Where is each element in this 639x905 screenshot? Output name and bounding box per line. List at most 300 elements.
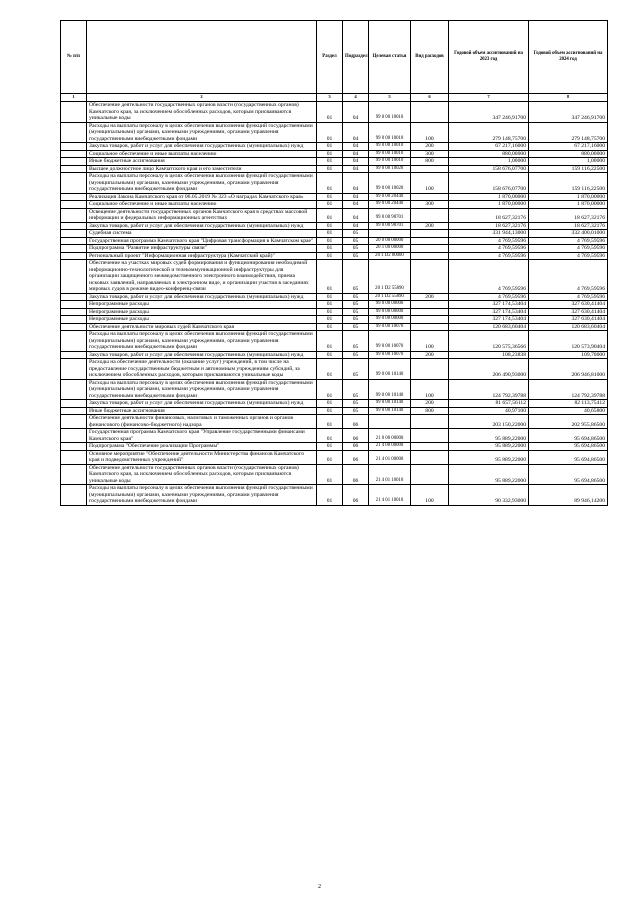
row-article-cell xyxy=(369,415,411,429)
table-row xyxy=(61,351,608,359)
header-article: Целевая статья xyxy=(369,21,411,94)
row-podrazdel-cell: 05 xyxy=(343,245,369,253)
row-2024-cell: 327 630,41404 xyxy=(529,301,608,309)
row-vid-cell xyxy=(411,450,449,464)
row-vid-cell: 200 xyxy=(411,400,449,408)
row-2023-cell: 18 627,32176 xyxy=(449,208,529,222)
row-name-cell: Судебная система xyxy=(87,230,317,238)
row-article-cell: 20 1 D2 55890 xyxy=(369,293,411,301)
row-article-cell: 99 0 00 10070 xyxy=(369,351,411,359)
row-num-cell xyxy=(61,407,87,415)
row-razdel-cell: 01 xyxy=(317,252,343,260)
table-row xyxy=(61,143,608,151)
row-razdel-cell: 01 xyxy=(317,230,343,238)
row-num-cell xyxy=(61,201,87,209)
row-razdel-cell: 01 xyxy=(317,400,343,408)
row-vid-cell: 800 xyxy=(411,158,449,166)
row-2024-cell: 120 683,60404 xyxy=(529,323,608,331)
row-razdel-cell: 01 xyxy=(317,316,343,324)
row-vid-cell xyxy=(411,308,449,316)
row-2023-cell: 81 657,56112 xyxy=(449,400,529,408)
row-2024-cell: 1 870,00000 xyxy=(529,201,608,209)
row-num-cell xyxy=(61,293,87,301)
row-name-cell: Непрограммные расходы xyxy=(87,301,317,309)
row-razdel-cell: 01 xyxy=(317,237,343,245)
row-2024-cell: 159 116,22500 xyxy=(529,165,608,173)
row-2024-cell: 18 627,32176 xyxy=(529,208,608,222)
table-row xyxy=(61,359,608,380)
row-article-cell: 99 0 00 10010 xyxy=(369,143,411,151)
row-podrazdel-cell: 05 xyxy=(343,351,369,359)
row-article-cell: 21 0 00 00000 xyxy=(369,429,411,443)
row-vid-cell: 200 xyxy=(411,222,449,230)
column-number: 5 xyxy=(369,94,411,102)
header-razdel: Раздел xyxy=(317,21,343,94)
row-2023-cell: 206 490,93000 xyxy=(449,359,529,380)
row-podrazdel-cell: 04 xyxy=(343,173,369,194)
row-article-cell: 99 0 00 10010 xyxy=(369,158,411,166)
row-podrazdel-cell: 05 xyxy=(343,407,369,415)
table-row xyxy=(61,122,608,143)
row-name-cell: Закупка товаров, работ и услуг для обеспечения государственных (муниципальных) нужд xyxy=(87,400,317,408)
row-razdel-cell: 01 xyxy=(317,293,343,301)
row-2024-cell: 95 694,86500 xyxy=(529,450,608,464)
table-row xyxy=(61,407,608,415)
row-num-cell xyxy=(61,379,87,400)
row-2024-cell: 109,70000 xyxy=(529,351,608,359)
row-2023-cell: 95 889,22000 xyxy=(449,450,529,464)
row-2023-cell: 124 792,39788 xyxy=(449,379,529,400)
row-num-cell xyxy=(61,150,87,158)
row-2023-cell: 158 676,07700 xyxy=(449,165,529,173)
row-article-cell: 99 0 00 10070 xyxy=(369,323,411,331)
column-number: 1 xyxy=(61,94,87,102)
row-podrazdel-cell: 04 xyxy=(343,222,369,230)
row-num-cell xyxy=(61,308,87,316)
row-podrazdel-cell: 04 xyxy=(343,102,369,123)
row-vid-cell xyxy=(411,165,449,173)
row-num-cell xyxy=(61,158,87,166)
row-2023-cell: 95 889,22000 xyxy=(449,464,529,485)
table-row xyxy=(61,308,608,316)
row-num-cell xyxy=(61,165,87,173)
row-name-cell: Непрограммные расходы xyxy=(87,316,317,324)
row-vid-cell: 100 xyxy=(411,379,449,400)
row-2023-cell: 203 150,22000 xyxy=(449,415,529,429)
row-name-cell: Расходы на выплаты персоналу в целях обеспечения выполнения функций государственными (муниципальными) органами, казенными учреждениями, органами управления государственными внебюджетными фондами xyxy=(87,485,317,506)
row-podrazdel-cell: 05 xyxy=(343,400,369,408)
row-article-cell: 21 4 00 00000 xyxy=(369,443,411,451)
row-vid-cell xyxy=(411,252,449,260)
header-name xyxy=(87,21,317,94)
row-num-cell xyxy=(61,260,87,294)
row-vid-cell: 100 xyxy=(411,173,449,194)
row-2024-cell: 124 792,39788 xyxy=(529,379,608,400)
row-2024-cell: 89 946,14200 xyxy=(529,485,608,506)
row-name-cell: Обеспечение на участках мировых судей формирования и функционирования необходимой информационно-технологической и телекоммуникационной инфраструктуры для организации защищенного межведомственного электронного взаимодействия, приема исковых заявлений, направляемых в электронном виде, и организации участия в заседаниях мировых судов в режиме видео-конференц-связи xyxy=(87,260,317,294)
row-razdel-cell: 01 xyxy=(317,415,343,429)
row-name-cell: Обеспечение деятельности мировых судей Камчатского края xyxy=(87,323,317,331)
row-2024-cell: 159 116,22500 xyxy=(529,173,608,194)
header-2024: Годовой объем ассигнований на 2024 год xyxy=(529,21,608,94)
row-2023-cell: 1,00000 xyxy=(449,158,529,166)
row-2023-cell: 4 769,59596 xyxy=(449,260,529,294)
row-razdel-cell: 01 xyxy=(317,158,343,166)
table-row xyxy=(61,415,608,429)
row-2023-cell: 108,23838 xyxy=(449,351,529,359)
row-name-cell: Социальное обеспечение и иные выплаты населению xyxy=(87,150,317,158)
row-podrazdel-cell: 05 xyxy=(343,316,369,324)
row-2023-cell: 120 575,36566 xyxy=(449,331,529,352)
row-razdel-cell: 01 xyxy=(317,102,343,123)
row-name-cell: Государственная программа Камчатского края "Управление государственными финансами Камчатского края" xyxy=(87,429,317,443)
row-article-cell: 99 0 00 10140 xyxy=(369,400,411,408)
row-article-cell: 99 0 00 10020 xyxy=(369,173,411,194)
table-row xyxy=(61,260,608,294)
header-2023: Годовой объем ассигнований на 2023 год xyxy=(449,21,529,94)
row-razdel-cell: 01 xyxy=(317,122,343,143)
row-name-cell: Подпрограмма "Развитие инфраструктуры связи" xyxy=(87,245,317,253)
row-vid-cell xyxy=(411,359,449,380)
header-vid: Вид расходов xyxy=(411,21,449,94)
row-razdel-cell: 01 xyxy=(317,222,343,230)
row-podrazdel-cell: 05 xyxy=(343,260,369,294)
row-2024-cell: 327 630,41404 xyxy=(529,308,608,316)
row-2023-cell: 4 769,59596 xyxy=(449,237,529,245)
row-vid-cell xyxy=(411,237,449,245)
row-article-cell: 99 0 00 10010 xyxy=(369,150,411,158)
row-2024-cell: 18 627,32176 xyxy=(529,222,608,230)
row-article-cell: 99 0 00 98701 xyxy=(369,222,411,230)
table-row xyxy=(61,293,608,301)
table-row xyxy=(61,301,608,309)
row-vid-cell xyxy=(411,260,449,294)
row-podrazdel-cell: 05 xyxy=(343,331,369,352)
row-podrazdel-cell: 04 xyxy=(343,158,369,166)
row-vid-cell xyxy=(411,208,449,222)
row-2023-cell: 67 217,16000 xyxy=(449,143,529,151)
row-num-cell xyxy=(61,193,87,201)
row-2024-cell: 202 955,86500 xyxy=(529,415,608,429)
column-number: 6 xyxy=(411,94,449,102)
row-2023-cell: 4 769,59596 xyxy=(449,293,529,301)
row-2023-cell: 158 676,07700 xyxy=(449,173,529,194)
row-2024-cell: 4 769,59596 xyxy=(529,260,608,294)
row-vid-cell xyxy=(411,301,449,309)
row-razdel-cell: 01 xyxy=(317,150,343,158)
row-vid-cell: 300 xyxy=(411,201,449,209)
row-vid-cell xyxy=(411,323,449,331)
header-num: № п/п xyxy=(61,21,87,94)
row-2024-cell: 1 870,00000 xyxy=(529,193,608,201)
row-num-cell xyxy=(61,230,87,238)
table-row xyxy=(61,237,608,245)
row-num-cell xyxy=(61,359,87,380)
row-podrazdel-cell: 05 xyxy=(343,252,369,260)
row-podrazdel-cell: 05 xyxy=(343,293,369,301)
table-row xyxy=(61,443,608,451)
row-razdel-cell: 01 xyxy=(317,201,343,209)
row-2023-cell: 1 870,00000 xyxy=(449,193,529,201)
row-2023-cell: 4 769,59596 xyxy=(449,252,529,260)
row-podrazdel-cell: 04 xyxy=(343,150,369,158)
row-name-cell: Освещение деятельности государственных органов Камчатского края в средствах массовой информации и федеральных информационных агентствах xyxy=(87,208,317,222)
table-row xyxy=(61,379,608,400)
row-num-cell xyxy=(61,400,87,408)
row-razdel-cell: 01 xyxy=(317,260,343,294)
row-vid-cell xyxy=(411,415,449,429)
row-vid-cell xyxy=(411,429,449,443)
table-row xyxy=(61,323,608,331)
row-2023-cell: 95 889,22000 xyxy=(449,429,529,443)
row-article-cell: 21 4 01 00000 xyxy=(369,450,411,464)
table-row xyxy=(61,150,608,158)
row-num-cell xyxy=(61,443,87,451)
row-razdel-cell: 01 xyxy=(317,464,343,485)
row-razdel-cell: 01 xyxy=(317,351,343,359)
row-podrazdel-cell: 05 xyxy=(343,323,369,331)
row-num-cell xyxy=(61,245,87,253)
header-podrazdel: Подраздел xyxy=(343,21,369,94)
row-name-cell: Закупка товаров, работ и услуг для обеспечения государственных (муниципальных) нужд xyxy=(87,143,317,151)
table-row xyxy=(61,252,608,260)
row-name-cell: Обеспечение деятельности государственных органов власти (государственных органов) Камчатского края, за исключением обособленных расходов, которым присваиваются уникальные коды xyxy=(87,102,317,123)
row-num-cell xyxy=(61,222,87,230)
row-vid-cell xyxy=(411,443,449,451)
row-article-cell: 99 0 00 10140 xyxy=(369,407,411,415)
row-2023-cell: 347 246,91700 xyxy=(449,102,529,123)
row-num-cell xyxy=(61,485,87,506)
row-article-cell: 99 0 00 00000 xyxy=(369,301,411,309)
row-2023-cell: 4 769,59596 xyxy=(449,245,529,253)
row-razdel-cell: 01 xyxy=(317,245,343,253)
row-num-cell xyxy=(61,237,87,245)
row-razdel-cell: 01 xyxy=(317,208,343,222)
column-number: 3 xyxy=(317,94,343,102)
row-article-cell: 99 0 00 10070 xyxy=(369,331,411,352)
table-row xyxy=(61,464,608,485)
row-razdel-cell: 01 xyxy=(317,173,343,194)
table-row xyxy=(61,102,608,123)
column-number: 8 xyxy=(529,94,608,102)
row-vid-cell: 200 xyxy=(411,143,449,151)
row-2023-cell: 880,00000 xyxy=(449,150,529,158)
row-article-cell: 20 1 D2 00000 xyxy=(369,252,411,260)
row-vid-cell: 100 xyxy=(411,485,449,506)
table-row xyxy=(61,201,608,209)
row-2023-cell: 327 174,53404 xyxy=(449,301,529,309)
row-num-cell xyxy=(61,102,87,123)
row-num-cell xyxy=(61,122,87,143)
row-razdel-cell: 01 xyxy=(317,301,343,309)
row-name-cell: Расходы на выплаты персоналу в целях обеспечения выполнения функций государственными (муниципальными) органами, казенными учреждениями, органами управления государственными внебюджетными фондами xyxy=(87,122,317,143)
row-num-cell xyxy=(61,316,87,324)
row-name-cell: Иные бюджетные ассигнования xyxy=(87,158,317,166)
row-podrazdel-cell: 06 xyxy=(343,429,369,443)
row-2024-cell: 1,00000 xyxy=(529,158,608,166)
row-razdel-cell: 01 xyxy=(317,443,343,451)
row-num-cell xyxy=(61,450,87,464)
row-razdel-cell: 01 xyxy=(317,359,343,380)
row-vid-cell: 300 xyxy=(411,150,449,158)
row-podrazdel-cell: 06 xyxy=(343,485,369,506)
row-num-cell xyxy=(61,173,87,194)
table-row xyxy=(61,158,608,166)
row-2024-cell: 347 246,91700 xyxy=(529,102,608,123)
row-2023-cell: 120 683,60404 xyxy=(449,323,529,331)
column-number: 7 xyxy=(449,94,529,102)
row-num-cell xyxy=(61,301,87,309)
row-vid-cell: 800 xyxy=(411,407,449,415)
row-razdel-cell: 01 xyxy=(317,308,343,316)
row-podrazdel-cell: 04 xyxy=(343,165,369,173)
row-name-cell: Расходы на выплаты персоналу в целях обеспечения выполнения функций государственными (муниципальными) органами, казенными учреждениями, органами управления государственными внебюджетными фондами xyxy=(87,379,317,400)
page-number: 2 xyxy=(318,884,321,890)
row-razdel-cell: 01 xyxy=(317,450,343,464)
row-article-cell xyxy=(369,230,411,238)
row-2023-cell: 327 174,53404 xyxy=(449,308,529,316)
row-article-cell: 99 0 00 10140 xyxy=(369,359,411,380)
row-vid-cell xyxy=(411,316,449,324)
table-row xyxy=(61,208,608,222)
row-article-cell: 20 0 00 00000 xyxy=(369,237,411,245)
budget-table xyxy=(60,20,608,506)
row-article-cell: 99 0 00 98701 xyxy=(369,208,411,222)
row-name-cell: Обеспечение деятельности государственных органов власти (государственных органов) Камчатского края, за исключением обособленных расходов, которым присваиваются уникальные коды xyxy=(87,464,317,485)
row-article-cell: 20 1 D2 55890 xyxy=(369,260,411,294)
row-2023-cell: 40,97100 xyxy=(449,407,529,415)
budget-table-page xyxy=(60,20,607,506)
row-name-cell: Обеспечение деятельности финансовых, налоговых и таможенных органов и органов финансового (финансово-бюджетного) надзора xyxy=(87,415,317,429)
row-vid-cell: 200 xyxy=(411,351,449,359)
row-name-cell: Высшее должностное лицо Камчатского края и его заместители xyxy=(87,165,317,173)
row-podrazdel-cell: 06 xyxy=(343,443,369,451)
table-body xyxy=(61,102,608,506)
row-article-cell: 99 0 00 20440 xyxy=(369,193,411,201)
row-name-cell: Закупка товаров, работ и услуг для обеспечения государственных (муниципальных) нужд xyxy=(87,293,317,301)
row-name-cell: Иные бюджетные ассигнования xyxy=(87,407,317,415)
row-name-cell: Расходы на выплаты персоналу в целях обеспечения выполнения функций государственными (муниципальными) органами, казенными учреждениями, органами управления государственными внебюджетными фондами xyxy=(87,331,317,352)
row-2024-cell: 95 694,86500 xyxy=(529,464,608,485)
row-name-cell: Реализация Закона Камчатского края от 06.05.2019 № 323 «О наградах Камчатского края» xyxy=(87,193,317,201)
row-article-cell: 21 4 01 10010 xyxy=(369,464,411,485)
row-2024-cell: 206 946,81000 xyxy=(529,359,608,380)
row-podrazdel-cell: 05 xyxy=(343,237,369,245)
row-2024-cell: 327 630,41404 xyxy=(529,316,608,324)
row-name-cell: Непрограммные расходы xyxy=(87,308,317,316)
row-article-cell: 99 0 00 10020 xyxy=(369,165,411,173)
table-row xyxy=(61,230,608,238)
row-vid-cell: 100 xyxy=(411,122,449,143)
row-podrazdel-cell: 06 xyxy=(343,450,369,464)
row-podrazdel-cell: 04 xyxy=(343,122,369,143)
row-name-cell: Государственная программа Камчатского края "Цифровая трансформация в Камчатском крае" xyxy=(87,237,317,245)
row-num-cell xyxy=(61,208,87,222)
row-article-cell: 99 0 00 10140 xyxy=(369,379,411,400)
table-row xyxy=(61,222,608,230)
table-row xyxy=(61,429,608,443)
column-number: 4 xyxy=(343,94,369,102)
row-razdel-cell: 01 xyxy=(317,429,343,443)
row-2024-cell: 4 769,59596 xyxy=(529,252,608,260)
row-razdel-cell: 01 xyxy=(317,323,343,331)
row-name-cell: Социальное обеспечение и иные выплаты населению xyxy=(87,201,317,209)
row-2023-cell: 90 332,93000 xyxy=(449,485,529,506)
row-podrazdel-cell: 05 xyxy=(343,359,369,380)
row-2024-cell: 332 400,01000 xyxy=(529,230,608,238)
row-podrazdel-cell: 05 xyxy=(343,379,369,400)
row-num-cell xyxy=(61,351,87,359)
table-row xyxy=(61,245,608,253)
row-2024-cell: 67 217,16000 xyxy=(529,143,608,151)
row-2024-cell: 120 573,90404 xyxy=(529,331,608,352)
row-name-cell: Расходы на обеспечение деятельности (оказание услуг) учреждений, в том числе на предоставление государственным бюджетным и автономным учреждениям субсидий, за исключением обособленных расходов, которым присваиваются уникальные коды xyxy=(87,359,317,380)
row-2024-cell: 95 694,86500 xyxy=(529,429,608,443)
row-vid-cell xyxy=(411,193,449,201)
row-num-cell xyxy=(61,429,87,443)
row-2023-cell: 279 148,75700 xyxy=(449,122,529,143)
row-article-cell: 99 0 00 10010 xyxy=(369,102,411,123)
row-name-cell: Региональный проект "Информационная инфраструктура (Камчатский край)" xyxy=(87,252,317,260)
row-razdel-cell: 01 xyxy=(317,331,343,352)
row-2023-cell: 18 627,32176 xyxy=(449,222,529,230)
row-razdel-cell: 01 xyxy=(317,485,343,506)
table-row xyxy=(61,193,608,201)
row-num-cell xyxy=(61,323,87,331)
row-vid-cell: 200 xyxy=(411,293,449,301)
row-article-cell: 99 0 00 10010 xyxy=(369,122,411,143)
row-2023-cell: 95 889,22000 xyxy=(449,443,529,451)
row-name-cell: Основное мероприятие "Обеспечение деятельности Министерства финансов Камчатского края и подведомственных учреждений" xyxy=(87,450,317,464)
table-row xyxy=(61,450,608,464)
row-2024-cell: 4 769,59596 xyxy=(529,245,608,253)
row-razdel-cell: 01 xyxy=(317,379,343,400)
row-2024-cell: 95 694,86500 xyxy=(529,443,608,451)
table-row xyxy=(61,331,608,352)
row-2024-cell: 279 148,75700 xyxy=(529,122,608,143)
row-2023-cell: 331 944,13000 xyxy=(449,230,529,238)
column-number-row xyxy=(61,94,608,102)
row-article-cell: 99 0 00 00000 xyxy=(369,316,411,324)
row-name-cell: Закупка товаров, работ и услуг для обеспечения государственных (муниципальных) нужд xyxy=(87,222,317,230)
row-vid-cell xyxy=(411,464,449,485)
row-name-cell: Подпрограмма "Обеспечение реализации Программы" xyxy=(87,443,317,451)
row-num-cell xyxy=(61,143,87,151)
row-article-cell: 99 0 00 00000 xyxy=(369,308,411,316)
row-2024-cell: 4 769,59596 xyxy=(529,237,608,245)
row-name-cell: Закупка товаров, работ и услуг для обеспечения государственных (муниципальных) нужд xyxy=(87,351,317,359)
row-article-cell: 20 1 00 00000 xyxy=(369,245,411,253)
row-2023-cell: 327 174,53404 xyxy=(449,316,529,324)
table-row xyxy=(61,173,608,194)
row-vid-cell xyxy=(411,245,449,253)
column-number: 2 xyxy=(87,94,317,102)
row-name-cell: Расходы на выплаты персоналу в целях обеспечения выполнения функций государственными (муниципальными) органами, казенными учреждениями, органами управления государственными внебюджетными фондами xyxy=(87,173,317,194)
row-num-cell xyxy=(61,464,87,485)
row-podrazdel-cell: 05 xyxy=(343,230,369,238)
row-2024-cell: 82 113,75412 xyxy=(529,400,608,408)
row-vid-cell xyxy=(411,102,449,123)
table-row xyxy=(61,316,608,324)
row-podrazdel-cell: 06 xyxy=(343,464,369,485)
row-podrazdel-cell: 04 xyxy=(343,143,369,151)
row-vid-cell: 100 xyxy=(411,331,449,352)
row-vid-cell xyxy=(411,230,449,238)
row-2024-cell: 40,65800 xyxy=(529,407,608,415)
row-razdel-cell: 01 xyxy=(317,193,343,201)
row-podrazdel-cell: 04 xyxy=(343,201,369,209)
row-podrazdel-cell: 05 xyxy=(343,308,369,316)
